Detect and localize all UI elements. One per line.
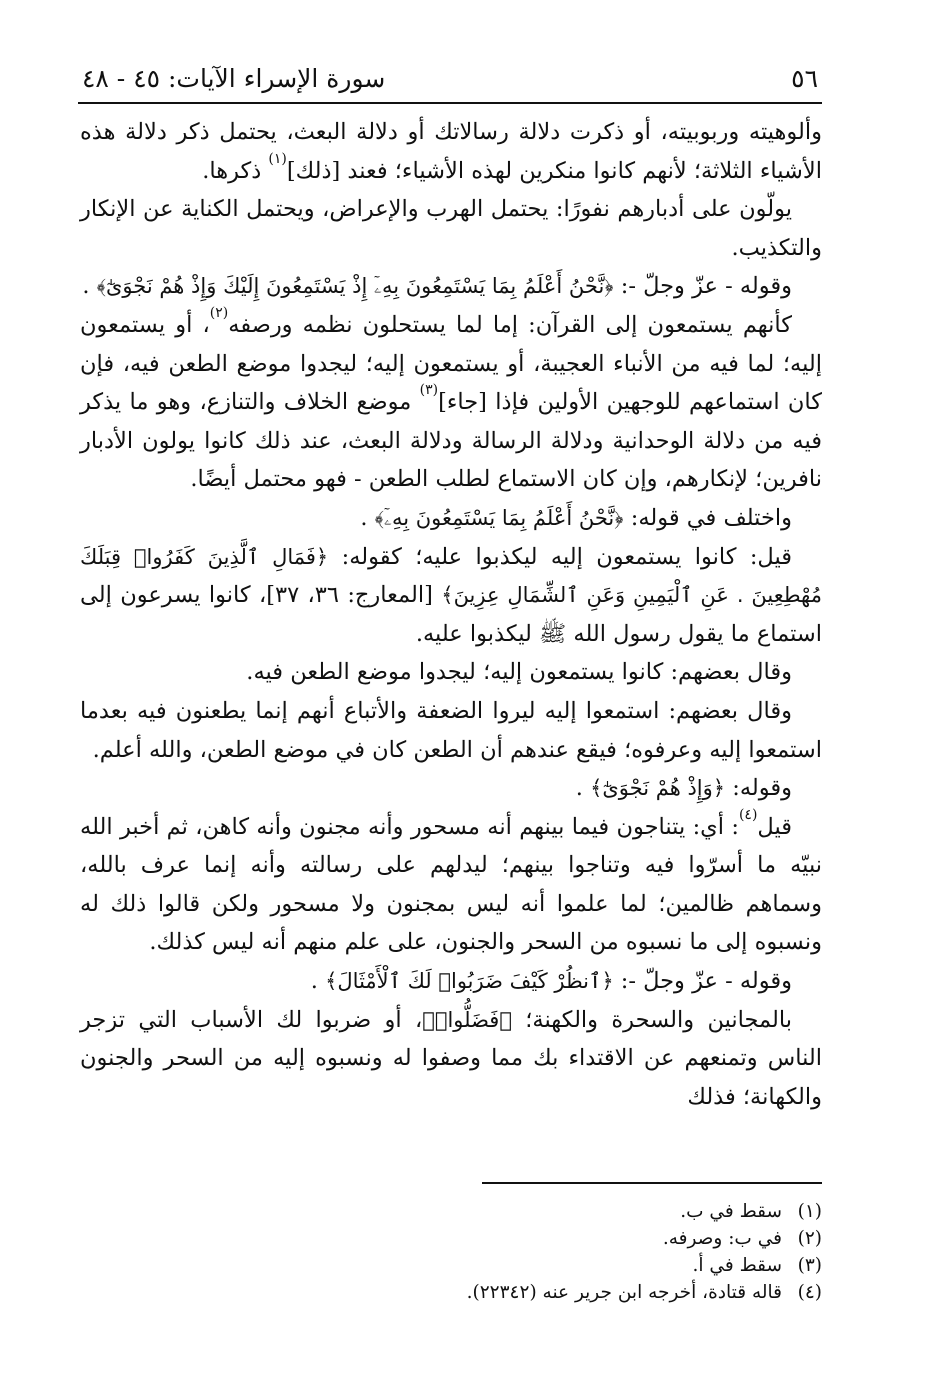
paragraph-text: . [310,968,326,995]
footnote-ref: (٢) [209,304,229,321]
page-number: ٥٦ [791,64,818,93]
quran-verse: ﴿نَّحْنُ أَعْلَمُ بِمَا يَسْتَمِعُونَ بِهِۦٓ إِذْ يَسْتَمِعُونَ إِلَيْكَ وَإِذْ هُمْ نَجْوَىٰٓ﴾ [96,274,614,299]
footnote-separator [482,1182,822,1184]
paragraph [80,499,822,538]
footnote-text: سقط في ب. [680,1201,782,1222]
paragraph-text: بالمجانين والسحرة والكهنة؛ [511,1006,792,1033]
footnote-ref: (١) [268,150,287,167]
quran-verse: ﴿فَمَالِ ٱلَّذِينَ كَفَرُوا۟ قِبَلَكَ مُهْطِعِينَ . عَنِ ٱلْيَمِينِ وَعَنِ ٱلشِّمَالِ عِزِينَ﴾ [80,544,822,608]
footnote-ref: (٣) [419,382,439,399]
paragraph-text: . [575,775,591,802]
paragraph-text: ذكرها. [202,157,269,184]
paragraph-text: : أي: يتناجون فيما بينهم أنه مسحور وأنه مجنون وأنه كاهن، ثم أخبر الله نبيّه ما أسرّوا فيه وتناجوا بينهم؛ ليدلهم على رسالته وأنه إنما عرف بالله، وسماهم ظالمين؛ لما علموا أنه ليس بمجنون ولا مسحور ولكن قالوا ذلك له ونسبوه إلى ما نسبوه من السحر والجنون، على علم منهم أنه ليس كذلك. [80,813,822,956]
paragraph [80,267,822,306]
paragraph [80,538,822,654]
paragraph-text: . [360,504,375,531]
paragraph-text: وقوله: [725,775,792,802]
quran-verse: ﴿فَضَلُّوا۟﴾ [422,1007,512,1032]
paragraph [80,190,822,267]
running-title: سورة الإسراء الآيات: ٤٥ - ٤٨ [82,64,386,93]
quran-verse: ﴿نَّحْنُ أَعْلَمُ بِمَا يَسْتَمِعُونَ بِهِۦٓ﴾ [374,505,624,530]
footnote [80,1252,822,1279]
main-text [80,113,822,1116]
footnote-number: (٣) [797,1255,822,1276]
paragraph-text: وقال بعضهم: كانوا يستمعون إليه؛ ليجدوا موضع الطعن فيه. [246,659,792,686]
paragraph [80,808,822,962]
paragraph-text: قيل [757,813,792,840]
paragraph-text: . [82,273,97,300]
paragraph-text: واختلف في قوله: [623,504,792,531]
paragraph [80,769,822,808]
footnote-text: قاله قتادة، أخرجه ابن جرير عنه (٢٢٣٤٢). [466,1282,782,1303]
footnote [80,1279,822,1306]
paragraph [80,1001,822,1117]
paragraph [80,692,822,769]
paragraph-text: قيل: كانوا يستمعون إليه ليكذبوا عليه؛ كقوله: [328,543,792,570]
paragraph-text: [المعارج: ٣٦، ٣٧]، كانوا يسرعون إلى استماع ما يقول رسول الله ﷺ ليكذبوا عليه. [80,582,822,647]
footnote-text: في ب: وصرفه. [662,1228,782,1249]
footnotes [80,1198,822,1306]
paragraph-text: يولّون على أدبارهم نفورًا: يحتمل الهرب والإعراض، ويحتمل الكناية عن الإنكار والتكذيب. [80,196,822,261]
paragraph [80,962,822,1001]
paragraph-text: وألوهيته وربوبيته، أو ذكرت دلالة رسالاتك أو دلالة البعث، يحتمل ذكر دلالة هذه الأشياء الثلاثة؛ لأنهم كانوا منكرين لهذه الأشياء؛ فعند [ذلك] [80,119,822,184]
footnote-text: سقط في أ. [692,1255,782,1276]
paragraph-text: ، أو يستمعون إليه؛ لما فيه من الأنباء العجيبة، أو يستمعون إليه؛ ليجدوا موضع الطعن فيه، فإن كان استماعهم للوجهين الأولين فإذا [جاء] [80,311,822,416]
footnote-number: (١) [797,1201,822,1222]
page-header [78,58,822,104]
footnote-number: (٢) [797,1228,822,1249]
paragraph-text: وقال بعضهم: استمعوا إليه ليروا الضعفة والأتباع أنهم إنما يطعنون فيه بعدما استمعوا إليه وعرفوه؛ فيقع عندهم أن الطعن كان في موضع الطعن، والله أعلم. [80,697,822,763]
footnote-number: (٤) [797,1282,822,1303]
paragraph [80,653,822,692]
footnote [80,1198,822,1225]
paragraph-text: وقوله - عزّ وجلّ -: [613,968,792,995]
paragraph [80,113,822,190]
footnote-ref: (٤) [738,806,758,823]
quran-verse: ﴿وَإِذْ هُمْ نَجْوَىٰٓ﴾ [590,776,726,801]
paragraph-text: وقوله - عزّ وجلّ -: [613,273,792,300]
paragraph-text: ، أو ضربوا لك الأسباب التي تزجر الناس وتمنعهم عن الاقتداء بك مما وصفوا له ونسبوه إليه من السحر والجنون والكهانة؛ فذلك [80,1006,822,1110]
paragraph-text: كأنهم يستمعون إلى القرآن: إما لما يستحلون نظمه ورصفه [228,311,792,338]
quran-verse: ﴿ٱنظُرْ كَيْفَ ضَرَبُوا۟ لَكَ ٱلْأَمْثَالَ﴾ [325,969,614,994]
footnote [80,1225,822,1252]
paragraph-text: موضع الخلاف والتنازع، وهو ما يذكر فيه من دلالة الوحدانية ودلالة الرسالة ودلالة البعث، عند ذلك كانوا يولون الأدبار نافرين؛ لإنكارهم، وإن كان الاستماع لطلب الطعن - فهو محتمل أيضًا. [80,389,822,493]
paragraph [80,306,822,499]
